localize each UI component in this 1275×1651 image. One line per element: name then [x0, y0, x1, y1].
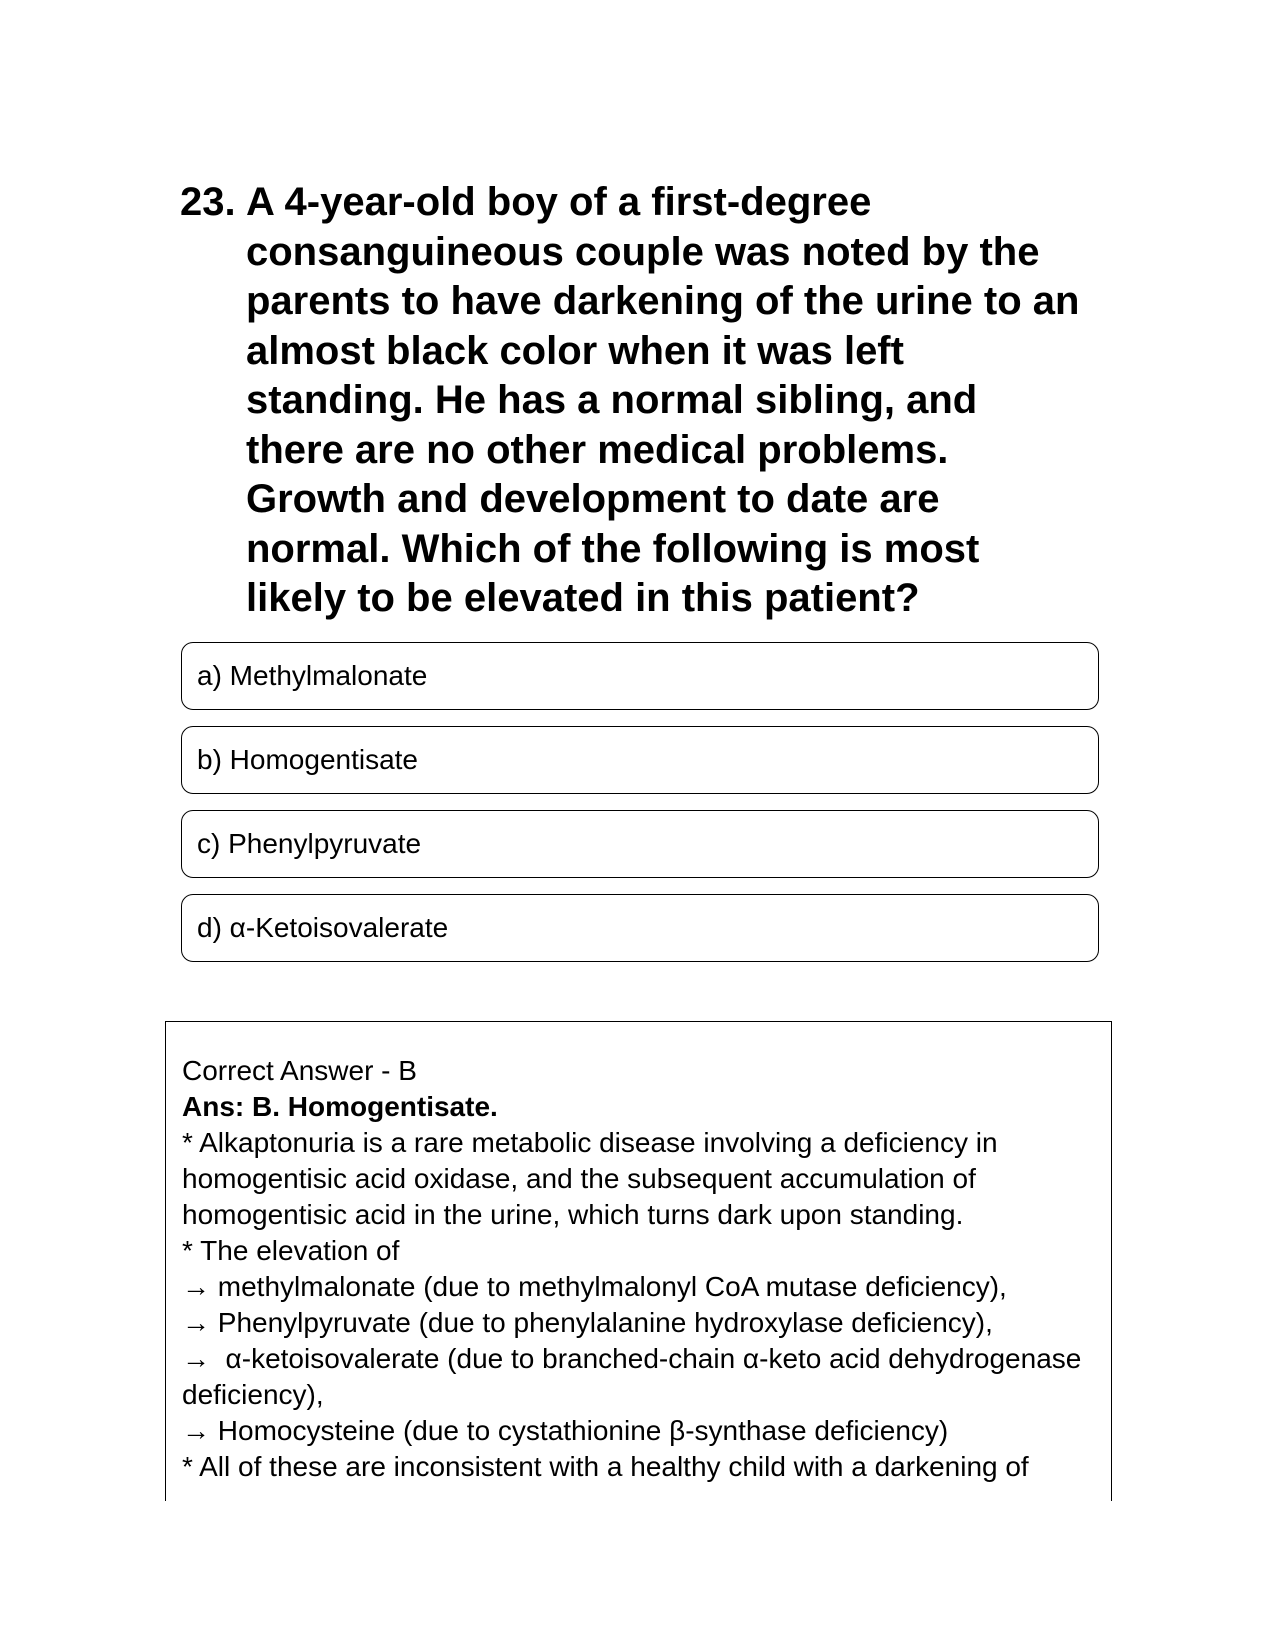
answer-explanation-box: [165, 1021, 1112, 1501]
option-c[interactable]: c) Phenylpyruvate: [181, 810, 1099, 878]
option-b[interactable]: b) Homogentisate: [181, 726, 1099, 794]
explanation-line: → α-ketoisovalerate (due to branched-chain α-keto acid dehydrogenase deficiency),: [182, 1343, 1105, 1410]
answer-heading: Ans: B. Homogentisate.: [182, 1091, 498, 1122]
correct-answer-line: Correct Answer - B: [182, 1055, 417, 1086]
option-a[interactable]: a) Methylmalonate: [181, 642, 1099, 710]
explanation-line: * All of these are inconsistent with a healthy child with a darkening of: [182, 1451, 1029, 1482]
explanation-line: → Phenylpyruvate (due to phenylalanine hydroxylase deficiency),: [182, 1307, 993, 1338]
option-d[interactable]: d) α-Ketoisovalerate: [181, 894, 1099, 962]
answer-options: [181, 642, 1099, 978]
question: [180, 178, 1080, 624]
explanation-line: * Alkaptonuria is a rare metabolic disease involving a deficiency in homogentisic acid oxidase, and the subsequent accumulation of homogentisic acid in the urine, which turns dark upon standing.: [182, 1127, 1006, 1230]
explanation-line: * The elevation of: [182, 1235, 400, 1266]
explanation-line: → methylmalonate (due to methylmalonyl CoA mutase deficiency),: [182, 1271, 1007, 1302]
explanation-line: → Homocysteine (due to cystathionine β-synthase deficiency): [182, 1415, 949, 1446]
question-text: A 4-year-old boy of a first-degree consanguineous couple was noted by the parents to have darkening of the urine to an almost black color when it was left standing. He has a normal sibling, and there are no other medical problems. Growth and development to date are normal. Which of the following is most likely to be elevated in this patient?: [246, 180, 1080, 620]
question-number: 23.: [180, 180, 236, 224]
